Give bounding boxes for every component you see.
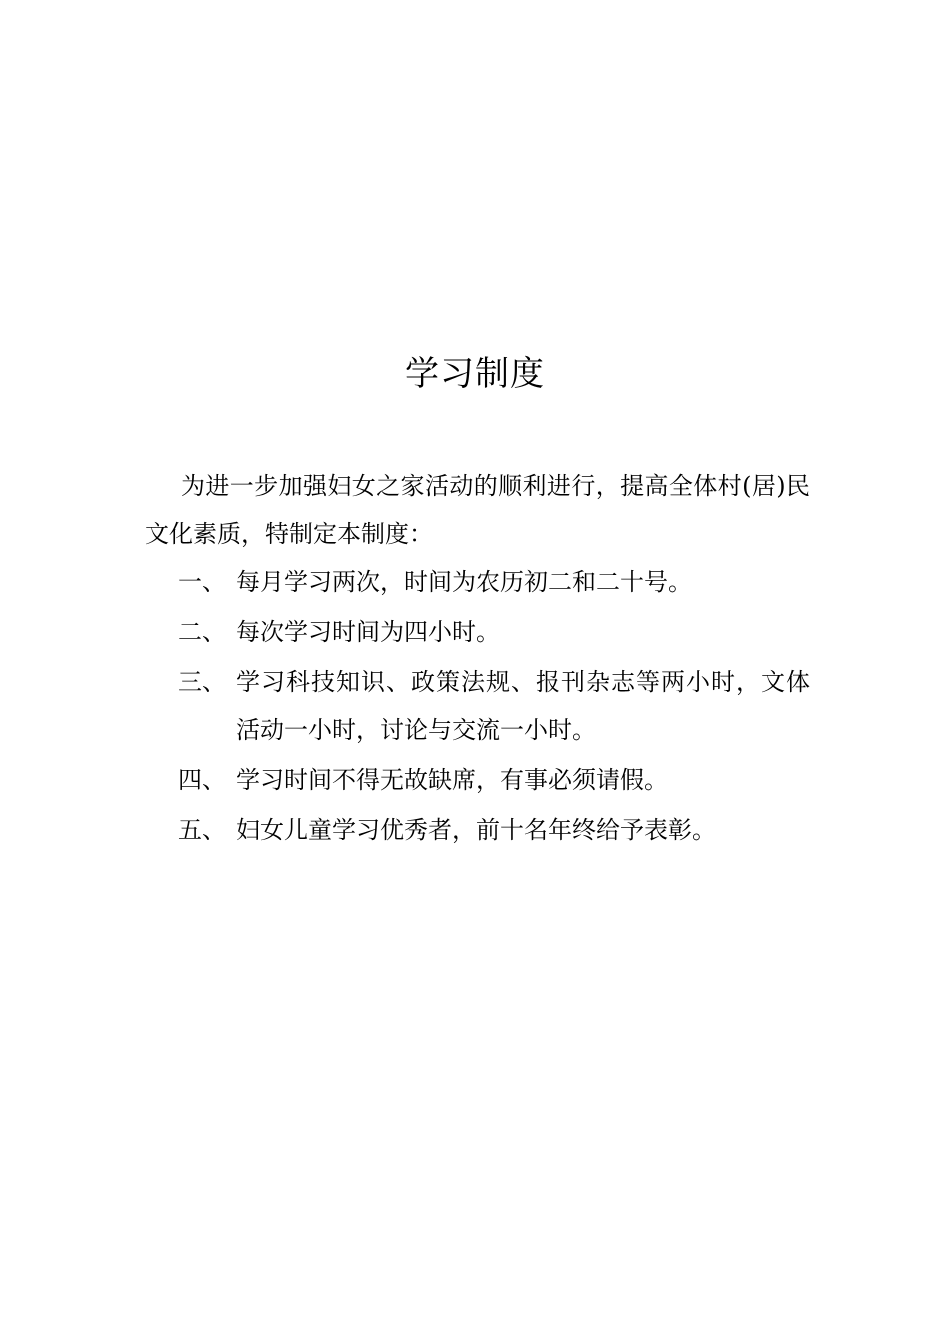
item-text: 每月学习两次，时间为农历初二和二十号。	[236, 568, 692, 596]
item-text: 每次学习时间为四小时。	[236, 618, 500, 646]
item-number: 二、	[178, 618, 226, 646]
list-item	[178, 658, 810, 754]
document-title: 学习制度	[405, 354, 545, 394]
item-number: 四、	[178, 766, 226, 794]
list-item	[178, 756, 810, 804]
list-item	[178, 608, 810, 656]
item-text: 学习时间不得无故缺席，有事必须请假。	[236, 766, 668, 794]
item-text: 妇女儿童学习优秀者，前十名年终给予表彰。	[236, 816, 716, 844]
item-number: 一、	[178, 568, 226, 596]
list-item	[178, 558, 810, 606]
rules-list	[178, 558, 810, 856]
intro-paragraph: 为进一步加强妇女之家活动的顺利进行，提高全体村(居)民文化素质，特制定本制度：	[145, 472, 810, 548]
item-number: 三、	[178, 668, 226, 696]
item-text: 学习科技知识、政策法规、报刊杂志等两小时，文体活动一小时，讨论与交流一小时。	[236, 668, 810, 744]
list-item	[178, 806, 810, 854]
item-number: 五、	[178, 816, 226, 844]
